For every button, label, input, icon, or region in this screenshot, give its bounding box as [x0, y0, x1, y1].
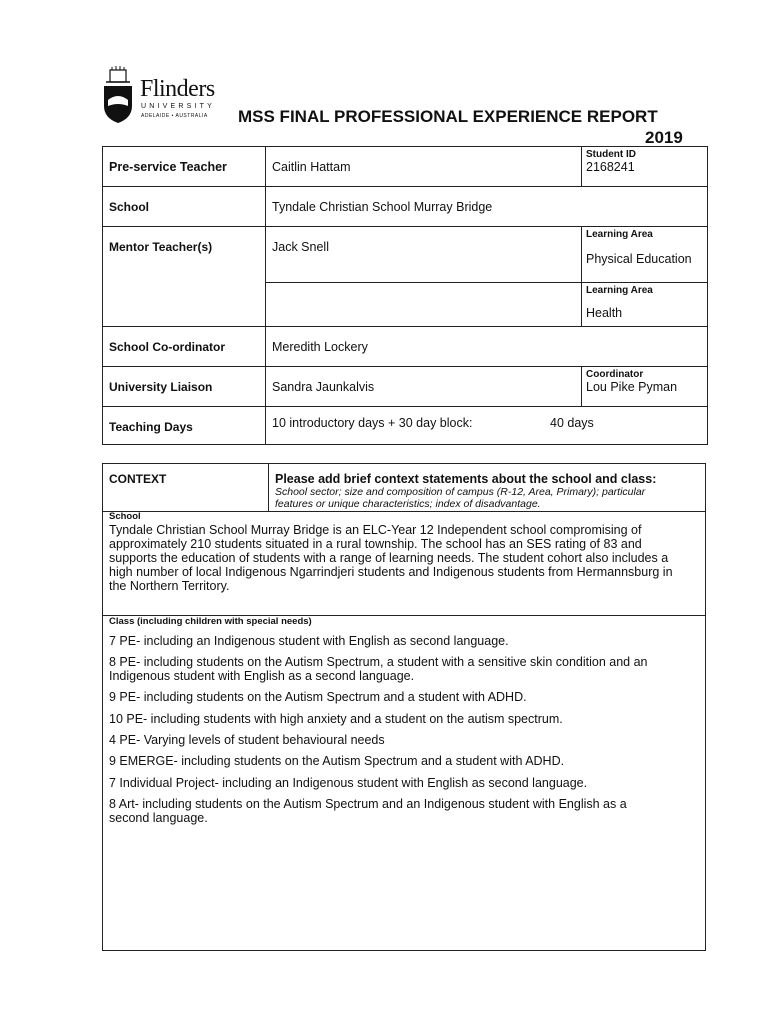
context-header [103, 464, 705, 512]
logo-university-text: UNIVERSITY [141, 103, 216, 110]
teaching-days-value: 10 introductory days + 30 day block: [272, 416, 473, 430]
coordinator-value: Meredith Lockery [272, 340, 368, 354]
uni-coordinator-cell [582, 367, 708, 407]
school-line: Tyndale Christian School Murray Bridge is an ELC-Year 12 Independent school compromising of [109, 523, 642, 537]
uni-coordinator-value: Lou Pike Pyman [586, 380, 678, 394]
class-section-label: Class (including children with special needs) [109, 616, 312, 627]
class-item-continued: second language. [109, 811, 208, 825]
class-item: 9 EMERGE- including students on the Autism Spectrum and a student with ADHD. [109, 754, 565, 768]
class-item: 4 PE- Varying levels of student behavioural needs [109, 733, 385, 747]
class-item: 9 PE- including students on the Autism Spectrum and a student with ADHD. [109, 690, 527, 704]
context-hint-line-1: School sector; size and composition of campus (R-12, Area, Primary); particular [275, 486, 646, 498]
class-item: 7 Individual Project- including an Indigenous student with English as second language. [109, 776, 588, 790]
teaching-days-value-cell [266, 407, 708, 445]
student-id-cell [582, 147, 708, 187]
pre-service-label: Pre-service Teacher [109, 160, 227, 174]
school-label-cell [103, 187, 266, 227]
coordinator-label: School Co-ordinator [109, 340, 225, 354]
mentor-value-cell [266, 227, 582, 283]
pre-service-label-cell [103, 147, 266, 187]
pre-service-value-cell [266, 147, 582, 187]
school-line: supports the education of students with a range of learning needs. The student cohort also includes a [109, 551, 669, 565]
school-section-label: School [109, 511, 141, 522]
university-crest-icon [100, 66, 136, 124]
liaison-value-cell [266, 367, 582, 407]
liaison-value: Sandra Jaunkalvis [272, 380, 375, 394]
flinders-logo [100, 66, 220, 126]
context-heading: Please add brief context statements about the school and class: [275, 472, 657, 486]
school-line: approximately 210 students situated in a rural township. The school has an SES rating of 83 and [109, 537, 642, 551]
teaching-days-label: Teaching Days [109, 420, 193, 434]
class-item: 8 Art- including students on the Autism Spectrum and an Indigenous student with English as a [109, 797, 627, 811]
context-box [102, 463, 706, 951]
class-item-continued: Indigenous student with English as a second language. [109, 669, 415, 683]
learning-area-cell-1 [582, 227, 708, 283]
liaison-label: University Liaison [109, 380, 213, 394]
mentor-value: Jack Snell [272, 240, 329, 254]
teaching-days-total: 40 days [550, 416, 594, 430]
context-header-divider [268, 464, 269, 511]
details-table [102, 146, 708, 445]
school-line: the Northern Territory. [109, 579, 230, 593]
class-item: 10 PE- including students with high anxiety and a student on the autism spectrum. [109, 712, 563, 726]
report-year: 2019 [645, 128, 683, 147]
logo-wordmark: Flinders [140, 76, 215, 102]
learning-area-label-2: Learning Area [586, 285, 653, 296]
liaison-label-cell [103, 367, 266, 407]
logo-location-text: ADELAIDE • AUSTRALIA [141, 113, 208, 119]
mentor-label: Mentor Teacher(s) [109, 240, 213, 254]
report-title: MSS FINAL PROFESSIONAL EXPERIENCE REPORT [238, 107, 658, 126]
pre-service-value: Caitlin Hattam [272, 160, 351, 174]
context-hint-line-2: features or unique characteristics; index of disadvantage. [275, 498, 541, 510]
student-id-label: Student ID [586, 149, 636, 160]
learning-area-label-1: Learning Area [586, 229, 653, 240]
coordinator-value-cell [266, 327, 708, 367]
learning-area-value-2: Health [586, 306, 623, 320]
school-value: Tyndale Christian School Murray Bridge [272, 200, 493, 214]
mentor-value-cell-2 [266, 283, 582, 327]
teaching-days-label-cell [103, 407, 266, 445]
school-line: high number of local Indigenous Ngarrindjeri students and Indigenous students from Hermannsburg in [109, 565, 673, 579]
student-id-value: 2168241 [586, 160, 635, 174]
mentor-label-cell [103, 227, 266, 327]
class-item: 8 PE- including students on the Autism Spectrum, a student with a sensitive skin condition and an [109, 655, 648, 669]
learning-area-value-1: Physical Education [586, 252, 692, 266]
class-item: 7 PE- including an Indigenous student with English as second language. [109, 634, 509, 648]
uni-coordinator-label: Coordinator [586, 369, 644, 380]
context-label: CONTEXT [109, 472, 167, 486]
school-label: School [109, 200, 150, 214]
school-value-cell [266, 187, 708, 227]
coordinator-label-cell [103, 327, 266, 367]
learning-area-cell-2 [582, 283, 708, 327]
